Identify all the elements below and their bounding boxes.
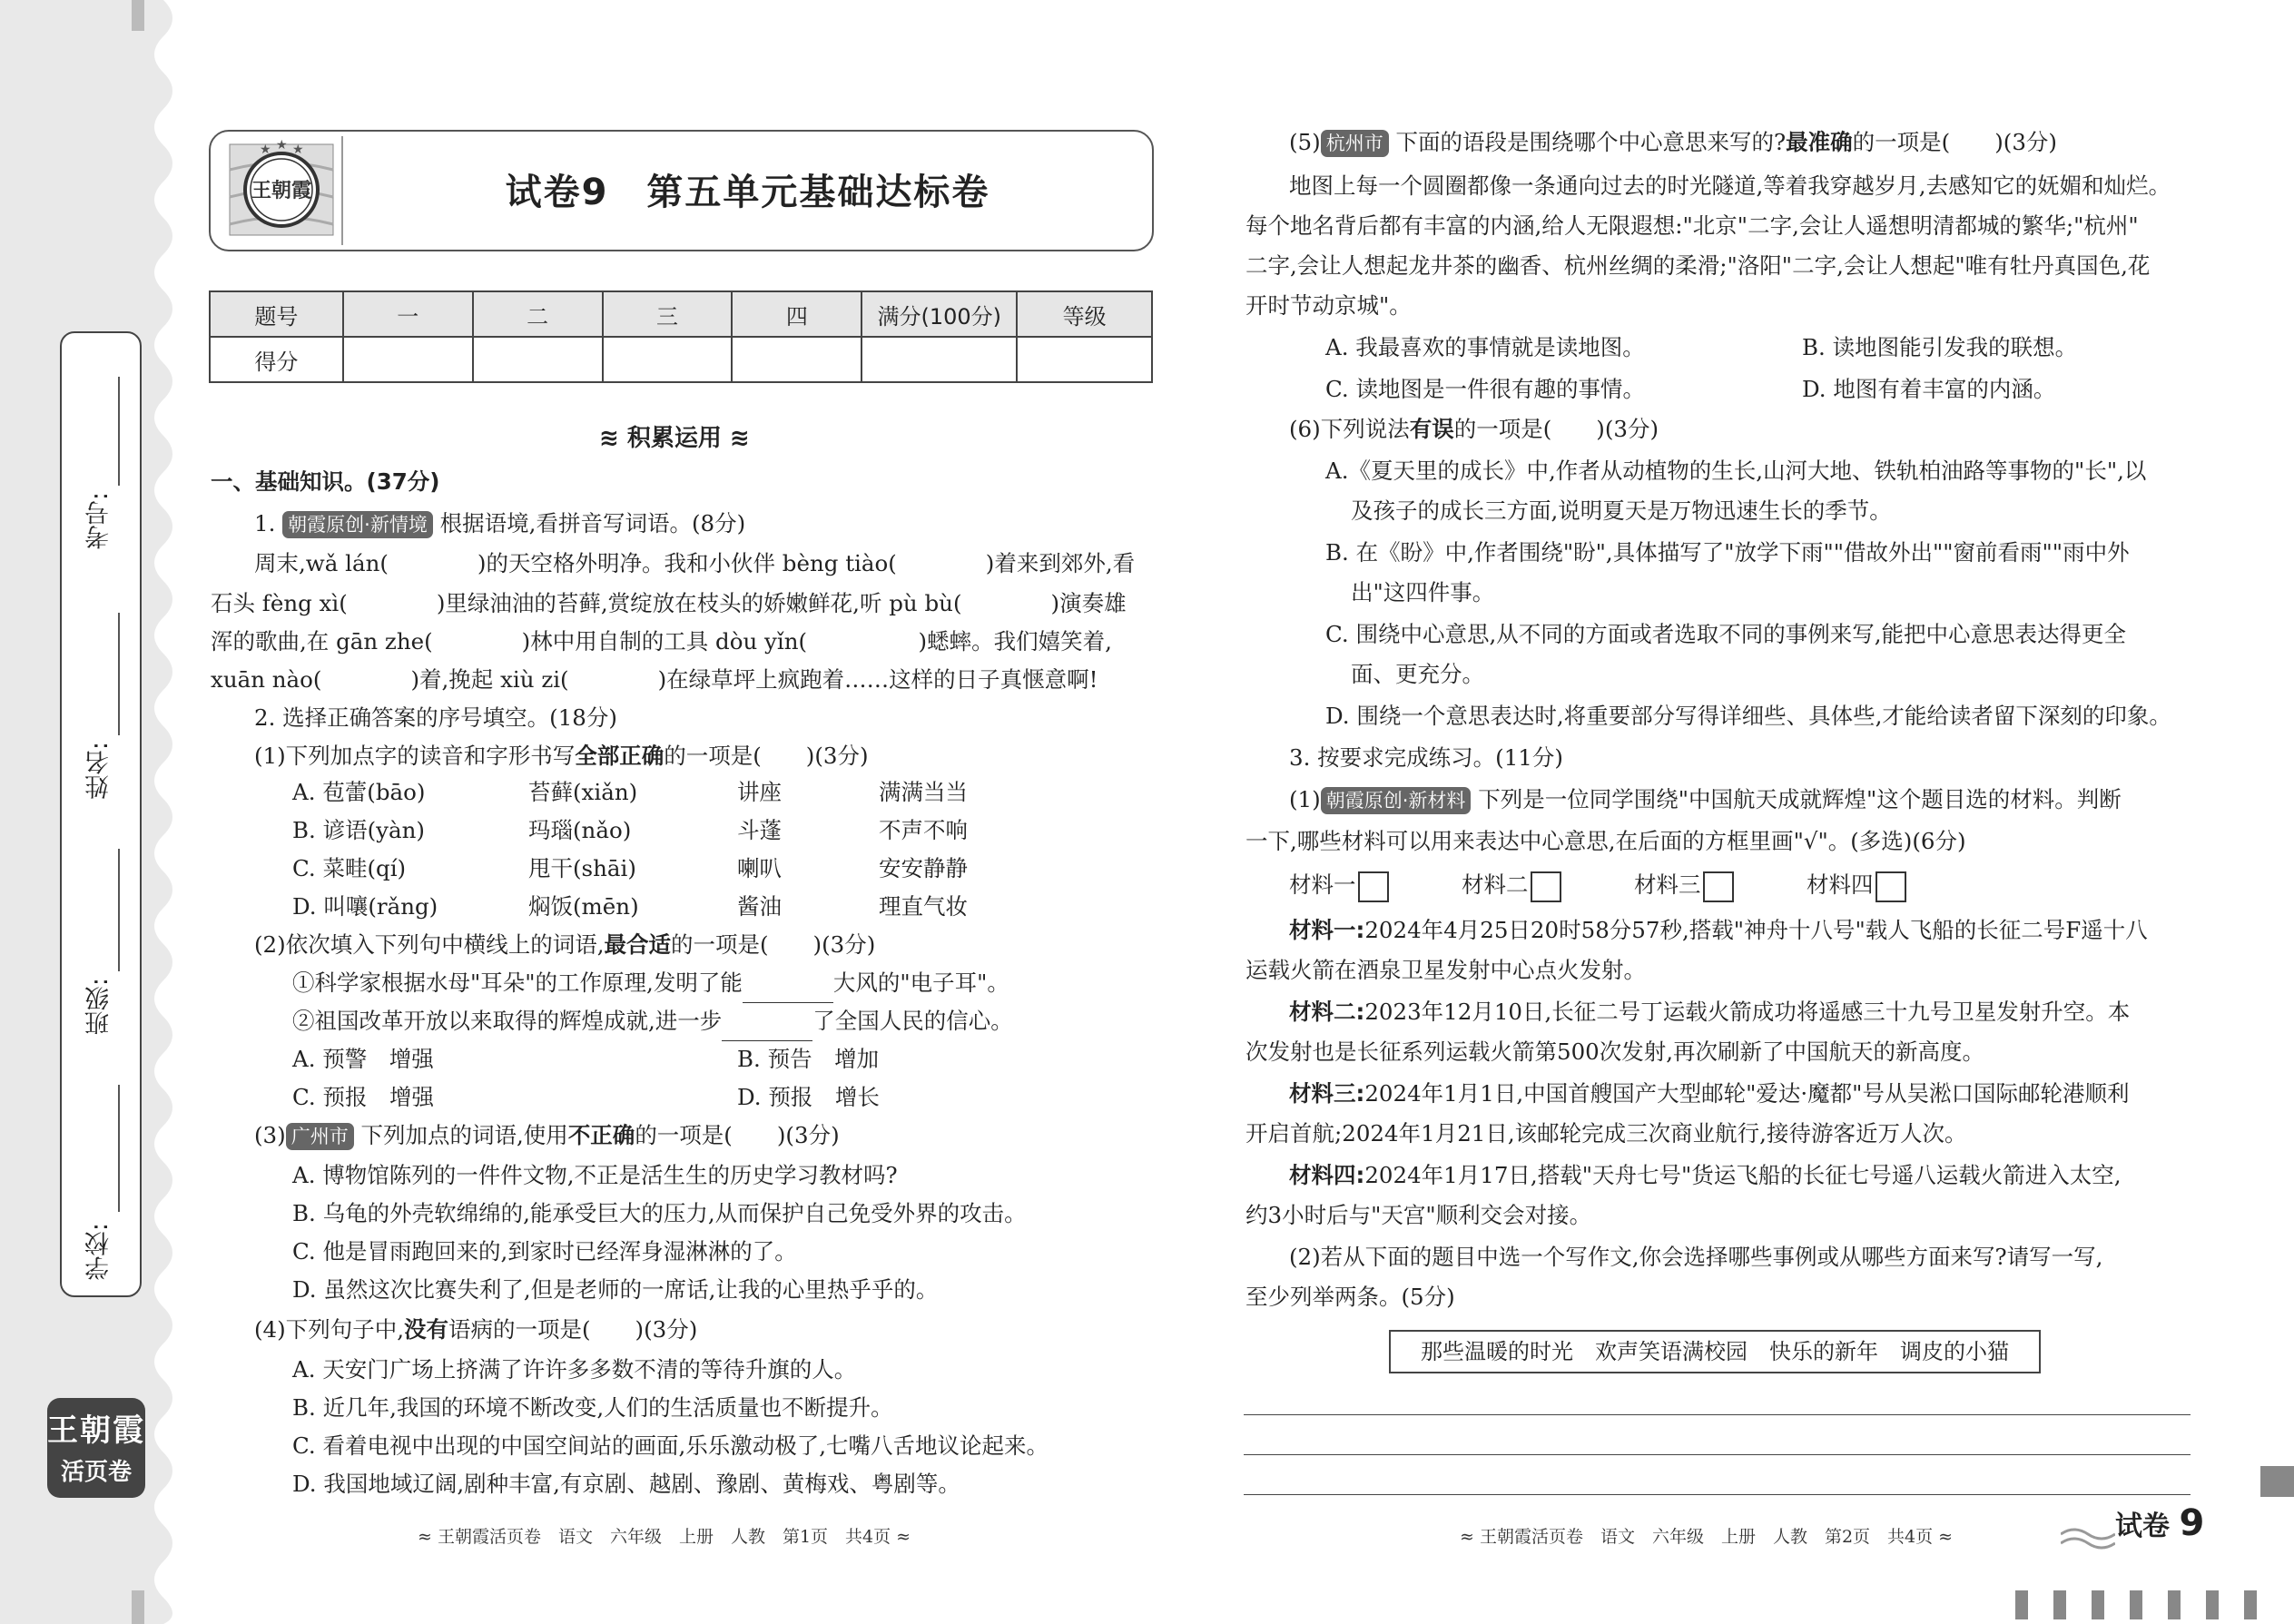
checkbox-square[interactable]: [1531, 871, 1561, 902]
q1-line: xuān nào( )着,挽起 xiù zi( )在绿草坪上疯跑着……这样的日子真惬意啊!: [211, 666, 1098, 693]
answer-line[interactable]: [1244, 1494, 2191, 1495]
q2-prompt: 2. 选择正确答案的序号填空。(18分): [254, 704, 617, 731]
q2-5-tag: 杭州市: [1321, 130, 1389, 157]
q2-1-option-b[interactable]: B. 谚语(yàn): [292, 817, 425, 843]
q2-1-option-cell: 喇叭: [737, 855, 782, 881]
paper-number: [2115, 1502, 2204, 1544]
q2-1-option-cell: 甩干(shāi): [528, 855, 636, 881]
edge-tick: [132, 0, 144, 31]
q2-3-option-a[interactable]: A. 博物馆陈列的一件件文物,不正是活生生的历史学习教材吗?: [292, 1162, 898, 1188]
material-label: 材料一:: [1289, 917, 1365, 943]
q2-2-option-b[interactable]: B. 预告 增加: [737, 1046, 880, 1072]
q2-6-option-a-cont: 及孩子的成长三方面,说明夏天是万物迅速生长的季节。: [1351, 497, 1892, 524]
edge-tick: [132, 1590, 144, 1624]
school-label: 学校:: [85, 1223, 113, 1281]
exam-number-field[interactable]: [62, 369, 140, 560]
checkbox-square[interactable]: [1876, 871, 1906, 902]
checkbox-material-3[interactable]: [1634, 866, 1734, 904]
q2-6-option-d[interactable]: D. 围绕一个意思表达时,将重要部分写得详细些、具体些,才能给读者留下深刻的印象。: [1325, 703, 2171, 729]
q2-3-option-c[interactable]: C. 他是冒雨跑回来的,到家时已经浑身湿淋淋的了。: [292, 1238, 797, 1265]
q3-1-tag: 朝霞原创·新材料: [1321, 787, 1472, 814]
score-row-label: 得分: [210, 337, 343, 382]
q3-1-line2: 一下,哪些材料可以用来表达中心意思,在后面的方框里画"√"。(多选)(6分): [1245, 828, 1966, 854]
q3-1-line1: 下列是一位同学围绕"中国航天成就辉煌"这个题目选的材料。判断: [1478, 786, 2122, 812]
q2-3-option-b[interactable]: B. 乌龟的外壳软绵绵的,能承受巨大的压力,从而保护自己免受外界的攻击。: [292, 1200, 1027, 1226]
q2-4-post: 语病的一项是( )(3分): [448, 1316, 698, 1343]
edge-tick: [2244, 1590, 2257, 1619]
material-text: 2024年1月1日,中国首艘国产大型邮轮"爱达·魔都"号从吴淞口国际邮轮港顺利: [1364, 1080, 2130, 1107]
checkbox-label: 材料二: [1462, 871, 1529, 898]
q2-1-option-cell: 理直气妆: [879, 893, 968, 920]
q2-2-sentence2: [292, 1002, 1013, 1041]
q2-1-prompt: [254, 737, 869, 775]
q2-3-emphasis: 不正确: [567, 1122, 635, 1148]
score-cell[interactable]: [343, 337, 473, 382]
q3-prompt: 3. 按要求完成练习。(11分): [1289, 744, 1563, 771]
header-divider: [341, 136, 343, 245]
q3-1-prompt: (1) 朝霞原创·新材料 下列是一位同学围绕"中国航天成就辉煌"这个题目选的材料。判断: [1289, 786, 2122, 812]
q2-6-pre: (6)下列说法: [1289, 416, 1410, 442]
checkbox-material-4[interactable]: [1807, 866, 1906, 904]
material-4: [1289, 1156, 2122, 1195]
checkbox-material-2[interactable]: [1462, 866, 1561, 904]
q2-3-pre: 下列加点的词语,使用: [360, 1122, 568, 1148]
name-field[interactable]: [62, 605, 140, 805]
q2-1-post: 的一项是( )(3分): [664, 743, 869, 769]
q2-5-post: 的一项是( )(3分): [1852, 129, 2057, 155]
checkbox-square[interactable]: [1358, 871, 1389, 902]
paper-number-value: 9: [2179, 1502, 2205, 1544]
school-field[interactable]: [62, 1078, 140, 1286]
q2-3-prompt: (3) 广州市 下列加点的词语,使用不正确的一项是( )(3分): [254, 1122, 840, 1148]
q2-1-option-cell: 安安静静: [879, 855, 968, 881]
q2-5-passage-line: 开时节动京城"。: [1245, 292, 1412, 319]
answer-line[interactable]: [1244, 1454, 2191, 1455]
q2-6-option-a[interactable]: A.《夏天里的成长》中,作者从动植物的生长,山河大地、铁轨柏油路等事物的"长",以: [1325, 458, 2147, 484]
q2-1-option-d[interactable]: D. 叫嚷(rǎng): [292, 893, 438, 920]
class-field[interactable]: [62, 842, 140, 1041]
q1-line: 周末,wǎ lán( )的天空格外明净。我和小伙伴 bèng tiào( )着来到郊外,看: [254, 550, 1136, 576]
checkbox-material-1[interactable]: [1289, 866, 1389, 904]
score-header-cell: 题号: [210, 291, 343, 337]
q2-4-emphasis: 没有: [404, 1316, 448, 1343]
wavy-edge: [136, 0, 191, 1624]
svg-text:★: ★: [260, 143, 271, 157]
q2-4-pre: (4)下列句子中,: [254, 1316, 404, 1343]
q2-1-option-cell: 满满当当: [879, 779, 968, 805]
q2-5-passage-line: 地图上每一个圆圈都像一条通向过去的时光隧道,等着我穿越岁月,去感知它的妩媚和灿烂。: [1289, 172, 2171, 199]
checkbox-label: 材料一: [1289, 871, 1356, 898]
exam-number-label: 考号:: [85, 492, 113, 550]
edge-tick: [2130, 1590, 2142, 1619]
material-4-cont: 约3小时后与"天宫"顺利交会对接。: [1245, 1202, 1592, 1228]
svg-text:★: ★: [292, 143, 304, 157]
q2-1-pre: (1)下列加点字的读音和字形书写: [254, 743, 576, 769]
q2-3-tag: 广州市: [286, 1123, 354, 1150]
material-3: [1289, 1075, 2129, 1113]
q2-2-s1-a: ①科学家根据水母"耳朵"的工作原理,发明了能: [292, 969, 743, 996]
material-1-cont: 运载火箭在酒泉卫星发射中心点火发射。: [1245, 957, 1646, 983]
material-label: 材料四:: [1289, 1162, 1365, 1188]
topic-box: 那些温暖的时光 欢声笑语满校园 快乐的新年 调皮的小猫: [1389, 1330, 2041, 1373]
student-info-box: [60, 331, 142, 1297]
q2-5-pre: 下面的语段是围绕哪个中心意思来写的?: [1395, 129, 1787, 155]
checkbox-label: 材料四: [1807, 871, 1874, 898]
score-header-cell: 三: [603, 291, 733, 337]
material-1: [1289, 911, 2148, 950]
q2-6-emphasis: 有误: [1409, 416, 1454, 442]
q2-6-option-b-cont: 出"这四件事。: [1351, 579, 1495, 605]
brand-badge-line1: 王朝霞: [47, 1412, 145, 1449]
q2-2-pre: (2)依次填入下列句中横线上的词语,: [254, 931, 605, 958]
brand-badge-line2: 活页卷: [60, 1459, 132, 1486]
material-2-cont: 次发射也是长征系列运载火箭第500次发射,再次刷新了中国航天的新高度。: [1245, 1038, 1985, 1065]
q2-5-option-d[interactable]: D. 地图有着丰富的内涵。: [1802, 376, 2056, 402]
q2-1-option-cell: 酱油: [737, 893, 782, 920]
q2-6-prompt: [1289, 410, 1659, 448]
score-table-score-row: [210, 337, 1152, 382]
q2-1-option-cell: 不声不响: [879, 817, 968, 843]
answer-line[interactable]: [1244, 1414, 2191, 1415]
q2-4-prompt: [254, 1311, 697, 1349]
q2-1-option-c[interactable]: C. 菜畦(qí): [292, 855, 407, 881]
checkbox-label: 材料三: [1634, 871, 1701, 898]
material-text: 2024年4月25日20时58分57秒,搭载"神舟十八号"载人飞船的长征二号F遥十八: [1364, 917, 2148, 943]
q2-5-passage-line: 每个地名背后都有丰富的内涵,给人无限遐想:"北京"二字,会让人遥想明清都城的繁华;"杭州": [1245, 212, 2139, 239]
q1-text: 根据语境,看拼音写词语。(8分): [439, 510, 746, 536]
q2-4-option-c[interactable]: C. 看着电视中出现的中国空间站的画面,乐乐激动极了,七嘴八舌地议论起来。: [292, 1432, 1049, 1459]
fill-blank[interactable]: [722, 1002, 812, 1041]
score-cell[interactable]: [732, 337, 861, 382]
edge-tick: [2168, 1590, 2181, 1619]
q3-2-prompt: (2)若从下面的题目中选一个写作文,你会选择哪些事例或从哪些方面来写?请写一写,: [1289, 1244, 2103, 1270]
score-table: [209, 290, 1153, 383]
edge-tick: [2053, 1590, 2066, 1619]
class-line: [118, 849, 120, 971]
q2-5-prompt: (5) 杭州市 下面的语段是围绕哪个中心意思来写的?最准确的一项是( )(3分): [1289, 129, 2057, 155]
score-header-cell: 等级: [1017, 291, 1152, 337]
checkbox-square[interactable]: [1703, 871, 1734, 902]
fill-blank[interactable]: [743, 964, 833, 1003]
score-header-cell: 满分(100分): [861, 291, 1017, 337]
edge-tick: [2206, 1590, 2219, 1619]
q2-2-post: 的一项是( )(3分): [671, 931, 876, 958]
q2-6-post: 的一项是( )(3分): [1453, 416, 1659, 442]
score-cell[interactable]: [861, 337, 1017, 382]
part1-heading: 一、基础知识。(37分): [211, 468, 440, 495]
material-label: 材料三:: [1289, 1080, 1365, 1107]
page-edge-tab: [2260, 1466, 2294, 1497]
q2-1-option-cell: 焖饭(mēn): [528, 893, 639, 920]
q2-5-option-b[interactable]: B. 读地图能引发我的联想。: [1802, 334, 2078, 360]
q2-5-emphasis: 最准确: [1786, 129, 1853, 155]
page-title: 试卷9 第五单元基础达标卷: [505, 172, 990, 213]
q2-2-option-c[interactable]: C. 预报 增强: [292, 1084, 434, 1110]
wave-ornament-icon: [2061, 1525, 2115, 1552]
edge-tick: [2092, 1590, 2104, 1619]
q2-4-option-b[interactable]: B. 近几年,我国的环境不断改变,人们的生活质量也不断提升。: [292, 1394, 893, 1421]
brand-badge: [47, 1398, 145, 1498]
material-2: [1289, 993, 2130, 1031]
q2-2-s2-a: ②祖国改革开放以来取得的辉煌成就,进一步: [292, 1008, 723, 1034]
q2-3-post: 的一项是( )(3分): [635, 1122, 840, 1148]
q2-6-option-b[interactable]: B. 在《盼》中,作者围绕"盼",具体描写了"放学下雨""借故外出""窗前看雨""雨中外: [1325, 539, 2130, 566]
q2-2-s1-b: 大风的"电子耳"。: [832, 969, 1009, 996]
q2-2-option-a[interactable]: A. 预警 增强: [292, 1046, 434, 1072]
edge-tick: [2015, 1590, 2028, 1619]
material-text: 2023年12月10日,长征二号丁运载火箭成功将遥感三十九号卫星发射升空。本: [1364, 999, 2131, 1025]
q2-5-option-a[interactable]: A. 我最喜欢的事情就是读地图。: [1325, 334, 1645, 360]
q2-2-sentence1: [292, 964, 1009, 1003]
q2-1-emphasis: 全部正确: [575, 743, 665, 769]
material-text: 2024年1月17日,搭载"天舟七号"货运飞船的长征七号遥八运载火箭进入太空,: [1364, 1162, 2122, 1188]
section-heading: ≋ 积累运用 ≋: [599, 425, 750, 452]
q2-6-option-c-cont: 面、更充分。: [1351, 661, 1484, 687]
q1-line: 石头 fèng xì( )里绿油油的苔藓,赏绽放在枝头的娇嫩鲜花,听 pù bù( )演奏雄: [211, 590, 1127, 616]
q2-4-option-a[interactable]: A. 天安门广场上挤满了许许多多数不清的等待升旗的人。: [292, 1356, 857, 1383]
exam-number-line: [118, 377, 120, 486]
logo-text: 王朝霞: [251, 180, 312, 202]
score-table-header-row: [210, 291, 1152, 337]
q2-2-s2-b: 了全国人民的信心。: [812, 1008, 1013, 1034]
name-label: 姓名:: [85, 742, 113, 800]
q2-2-option-d[interactable]: D. 预报 增长: [737, 1084, 880, 1110]
brand-logo: [222, 133, 340, 246]
paper-number-label: 试卷: [2115, 1511, 2170, 1542]
q2-1-option-cell: 讲座: [737, 779, 782, 805]
q2-2-emphasis: 最合适: [604, 931, 671, 958]
q2-5-option-c[interactable]: C. 读地图是一件很有趣的事情。: [1325, 376, 1645, 402]
q1-tag: 朝霞原创·新情境: [282, 511, 433, 538]
q2-6-option-c[interactable]: C. 围绕中心意思,从不同的方面或者选取不同的事例来写,能把中心意思表达得更全: [1325, 621, 2127, 647]
q2-4-option-d[interactable]: D. 我国地域辽阔,剧种丰富,有京剧、越剧、豫剧、黄梅戏、粤剧等。: [292, 1471, 960, 1497]
score-cell[interactable]: [473, 337, 603, 382]
page-footer-right: ≈ 王朝霞活页卷 语文 六年级 上册 人教 第2页 共4页 ≈: [1460, 1527, 1954, 1547]
q1-prompt: 1. 朝霞原创·新情境 根据语境,看拼音写词语。(8分): [254, 510, 746, 536]
q2-2-prompt: [254, 926, 875, 964]
q1-line: 浑的歌曲,在 gān zhe( )林中用自制的工具 dòu yǐn( )蟋蟀。我们嬉笑着,: [211, 628, 1112, 655]
grade-cell[interactable]: [1017, 337, 1152, 382]
score-header-cell: 一: [343, 291, 473, 337]
material-3-cont: 开启首航;2024年1月21日,该邮轮完成三次商业航行,接待游客近万人次。: [1245, 1120, 1967, 1147]
svg-text:★: ★: [276, 138, 288, 153]
class-label: 班级:: [85, 978, 113, 1036]
score-header-cell: 四: [732, 291, 861, 337]
q2-3-option-d[interactable]: D. 虽然这次比赛失利了,但是老师的一席话,让我的心里热乎乎的。: [292, 1276, 939, 1303]
q2-1-option-cell: 斗蓬: [737, 817, 782, 843]
score-header-cell: 二: [473, 291, 603, 337]
q2-1-option-cell: 苔藓(xiǎn): [528, 779, 638, 805]
page-footer-left: ≈ 王朝霞活页卷 语文 六年级 上册 人教 第1页 共4页 ≈: [418, 1527, 911, 1547]
name-line: [118, 613, 120, 735]
school-line: [118, 1085, 120, 1212]
q2-5-passage-line: 二字,会让人想起龙井茶的幽香、杭州丝绸的柔滑;"洛阳"二字,会让人想起"唯有牡丹真国色,花: [1245, 252, 2151, 279]
q2-1-option-a[interactable]: A. 苞蕾(bāo): [292, 779, 426, 805]
material-label: 材料二:: [1289, 999, 1365, 1025]
q3-2-prompt-cont: 至少列举两条。(5分): [1245, 1284, 1455, 1310]
q2-1-option-cell: 玛瑙(nǎo): [528, 817, 632, 843]
score-cell[interactable]: [603, 337, 733, 382]
